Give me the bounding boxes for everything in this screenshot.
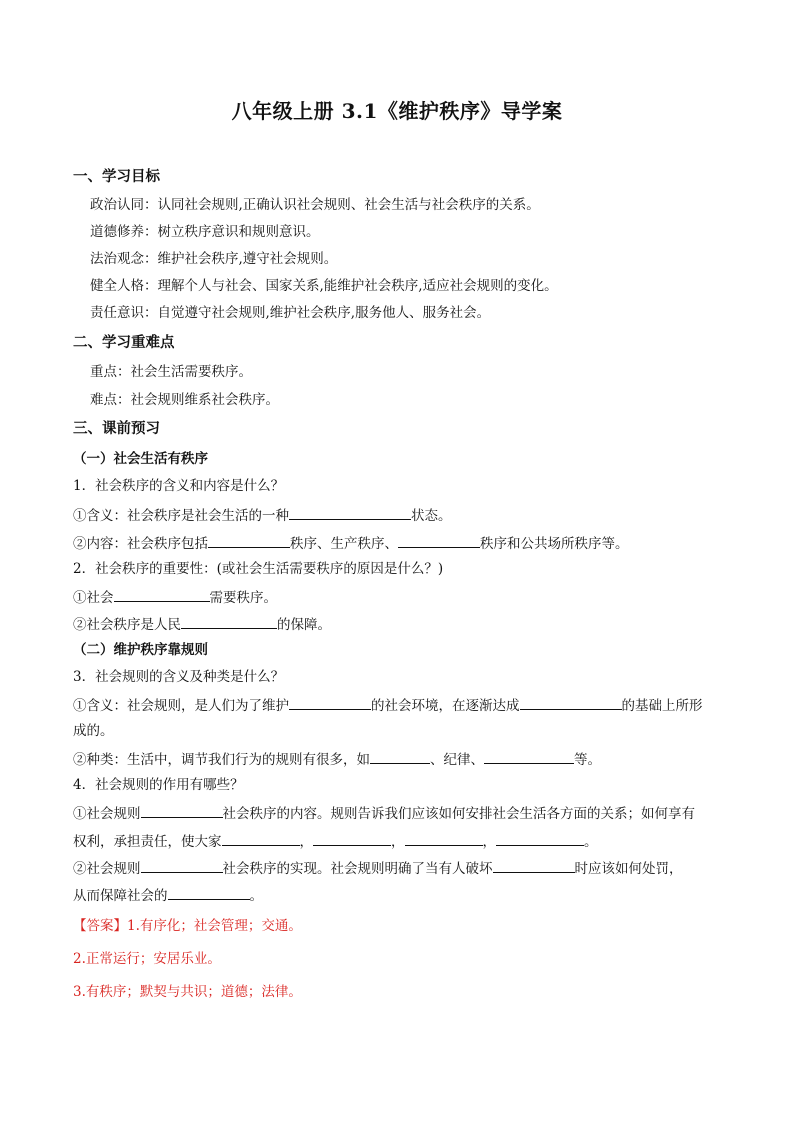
goal-item: 责任意识：自觉遵守社会规则,维护社会秩序,服务他人、服务社会。 (90, 305, 491, 321)
subsection-heading: （一）社会生活有秩序 (73, 451, 208, 467)
answer-blank[interactable] (405, 830, 483, 846)
answer-blank[interactable] (493, 857, 575, 873)
answer-blank[interactable] (114, 586, 210, 602)
answer-blank[interactable] (313, 830, 391, 846)
page-title: 八年级上册 3.1《维护秩序》导学案 (231, 99, 563, 123)
section-heading-preview: 三、课前预习 (73, 420, 160, 437)
answer-blank[interactable] (181, 613, 277, 629)
answer-blank[interactable] (141, 802, 223, 818)
goal-item: 政治认同：认同社会规则,正确认识社会规则、社会生活与社会秩序的关系。 (90, 197, 540, 213)
answer-blank[interactable] (289, 504, 411, 520)
subsection-heading: （二）维护秩序靠规则 (73, 642, 208, 658)
answer-label: 【答案】 (73, 918, 127, 934)
answer-line: 2.正常运行；安居乐业。 (73, 951, 221, 967)
answer-blank[interactable] (222, 830, 300, 846)
question-line: ②社会规则 社会秩序的实现。社会规则明确了当有人破坏 时应该如何处罚， (73, 857, 683, 879)
question: 3．社会规则的含义及种类是什么？ (73, 669, 285, 685)
question: 4．社会规则的作用有哪些？ (73, 777, 244, 793)
answer-blank[interactable] (398, 532, 480, 548)
answer-blank[interactable] (141, 857, 223, 873)
question: 2．社会秩序的重要性：(或社会生活需要秩序的原因是什么？) (73, 561, 444, 577)
section-heading-key-points: 二、学习重难点 (73, 334, 175, 351)
key-point-item: 重点：社会生活需要秩序。 (90, 364, 252, 380)
answer-blank[interactable] (484, 748, 574, 764)
question-line: ②社会秩序是人民 的保障。 (73, 613, 331, 635)
answer-line: 【答案】1.有序化；社会管理；交通。 (73, 918, 302, 934)
question-line: ①含义：社会秩序是社会生活的一种 状态。 (73, 504, 452, 526)
answer-line: 3.有秩序；默契与共识；道德；法律。 (73, 984, 302, 1000)
question-line: ②内容：社会秩序包括 秩序、生产秩序、 秩序和公共场所秩序等。 (73, 532, 629, 554)
section-heading-goals: 一、学习目标 (73, 168, 160, 185)
question: 1．社会秩序的含义和内容是什么？ (73, 478, 285, 494)
answer-blank[interactable] (496, 830, 584, 846)
question-line: ①含义：社会规则，是人们为了维护 的社会环境，在逐渐达成 的基础上所形 (73, 694, 703, 716)
answer-blank[interactable] (520, 694, 622, 710)
goal-item: 道德修养：树立秩序意识和规则意识。 (90, 224, 320, 240)
goal-item: 法治观念：维护社会秩序,遵守社会规则。 (90, 251, 338, 267)
question-line: 从而保障社会的 。 (73, 884, 263, 906)
goal-item: 健全人格：理解个人与社会、国家关系,能维护社会秩序,适应社会规则的变化。 (90, 278, 558, 294)
answer-blank[interactable] (168, 884, 250, 900)
question-line: 成的。 (73, 723, 114, 739)
question-line: ②种类：生活中，调节我们行为的规则有很多，如 、纪律、 等。 (73, 748, 601, 770)
answer-blank[interactable] (370, 748, 430, 764)
answer-blank[interactable] (208, 532, 290, 548)
question-line: ①社会规则 社会秩序的内容。规则告诉我们应该如何安排社会生活各方面的关系；如何享有 (73, 802, 695, 824)
answer-blank[interactable] (289, 694, 371, 710)
question-line: 权利，承担责任，使大家 ， ， ， 。 (73, 830, 598, 852)
key-point-item: 难点：社会规则维系社会秩序。 (90, 392, 279, 408)
question-line: ①社会 需要秩序。 (73, 586, 277, 608)
